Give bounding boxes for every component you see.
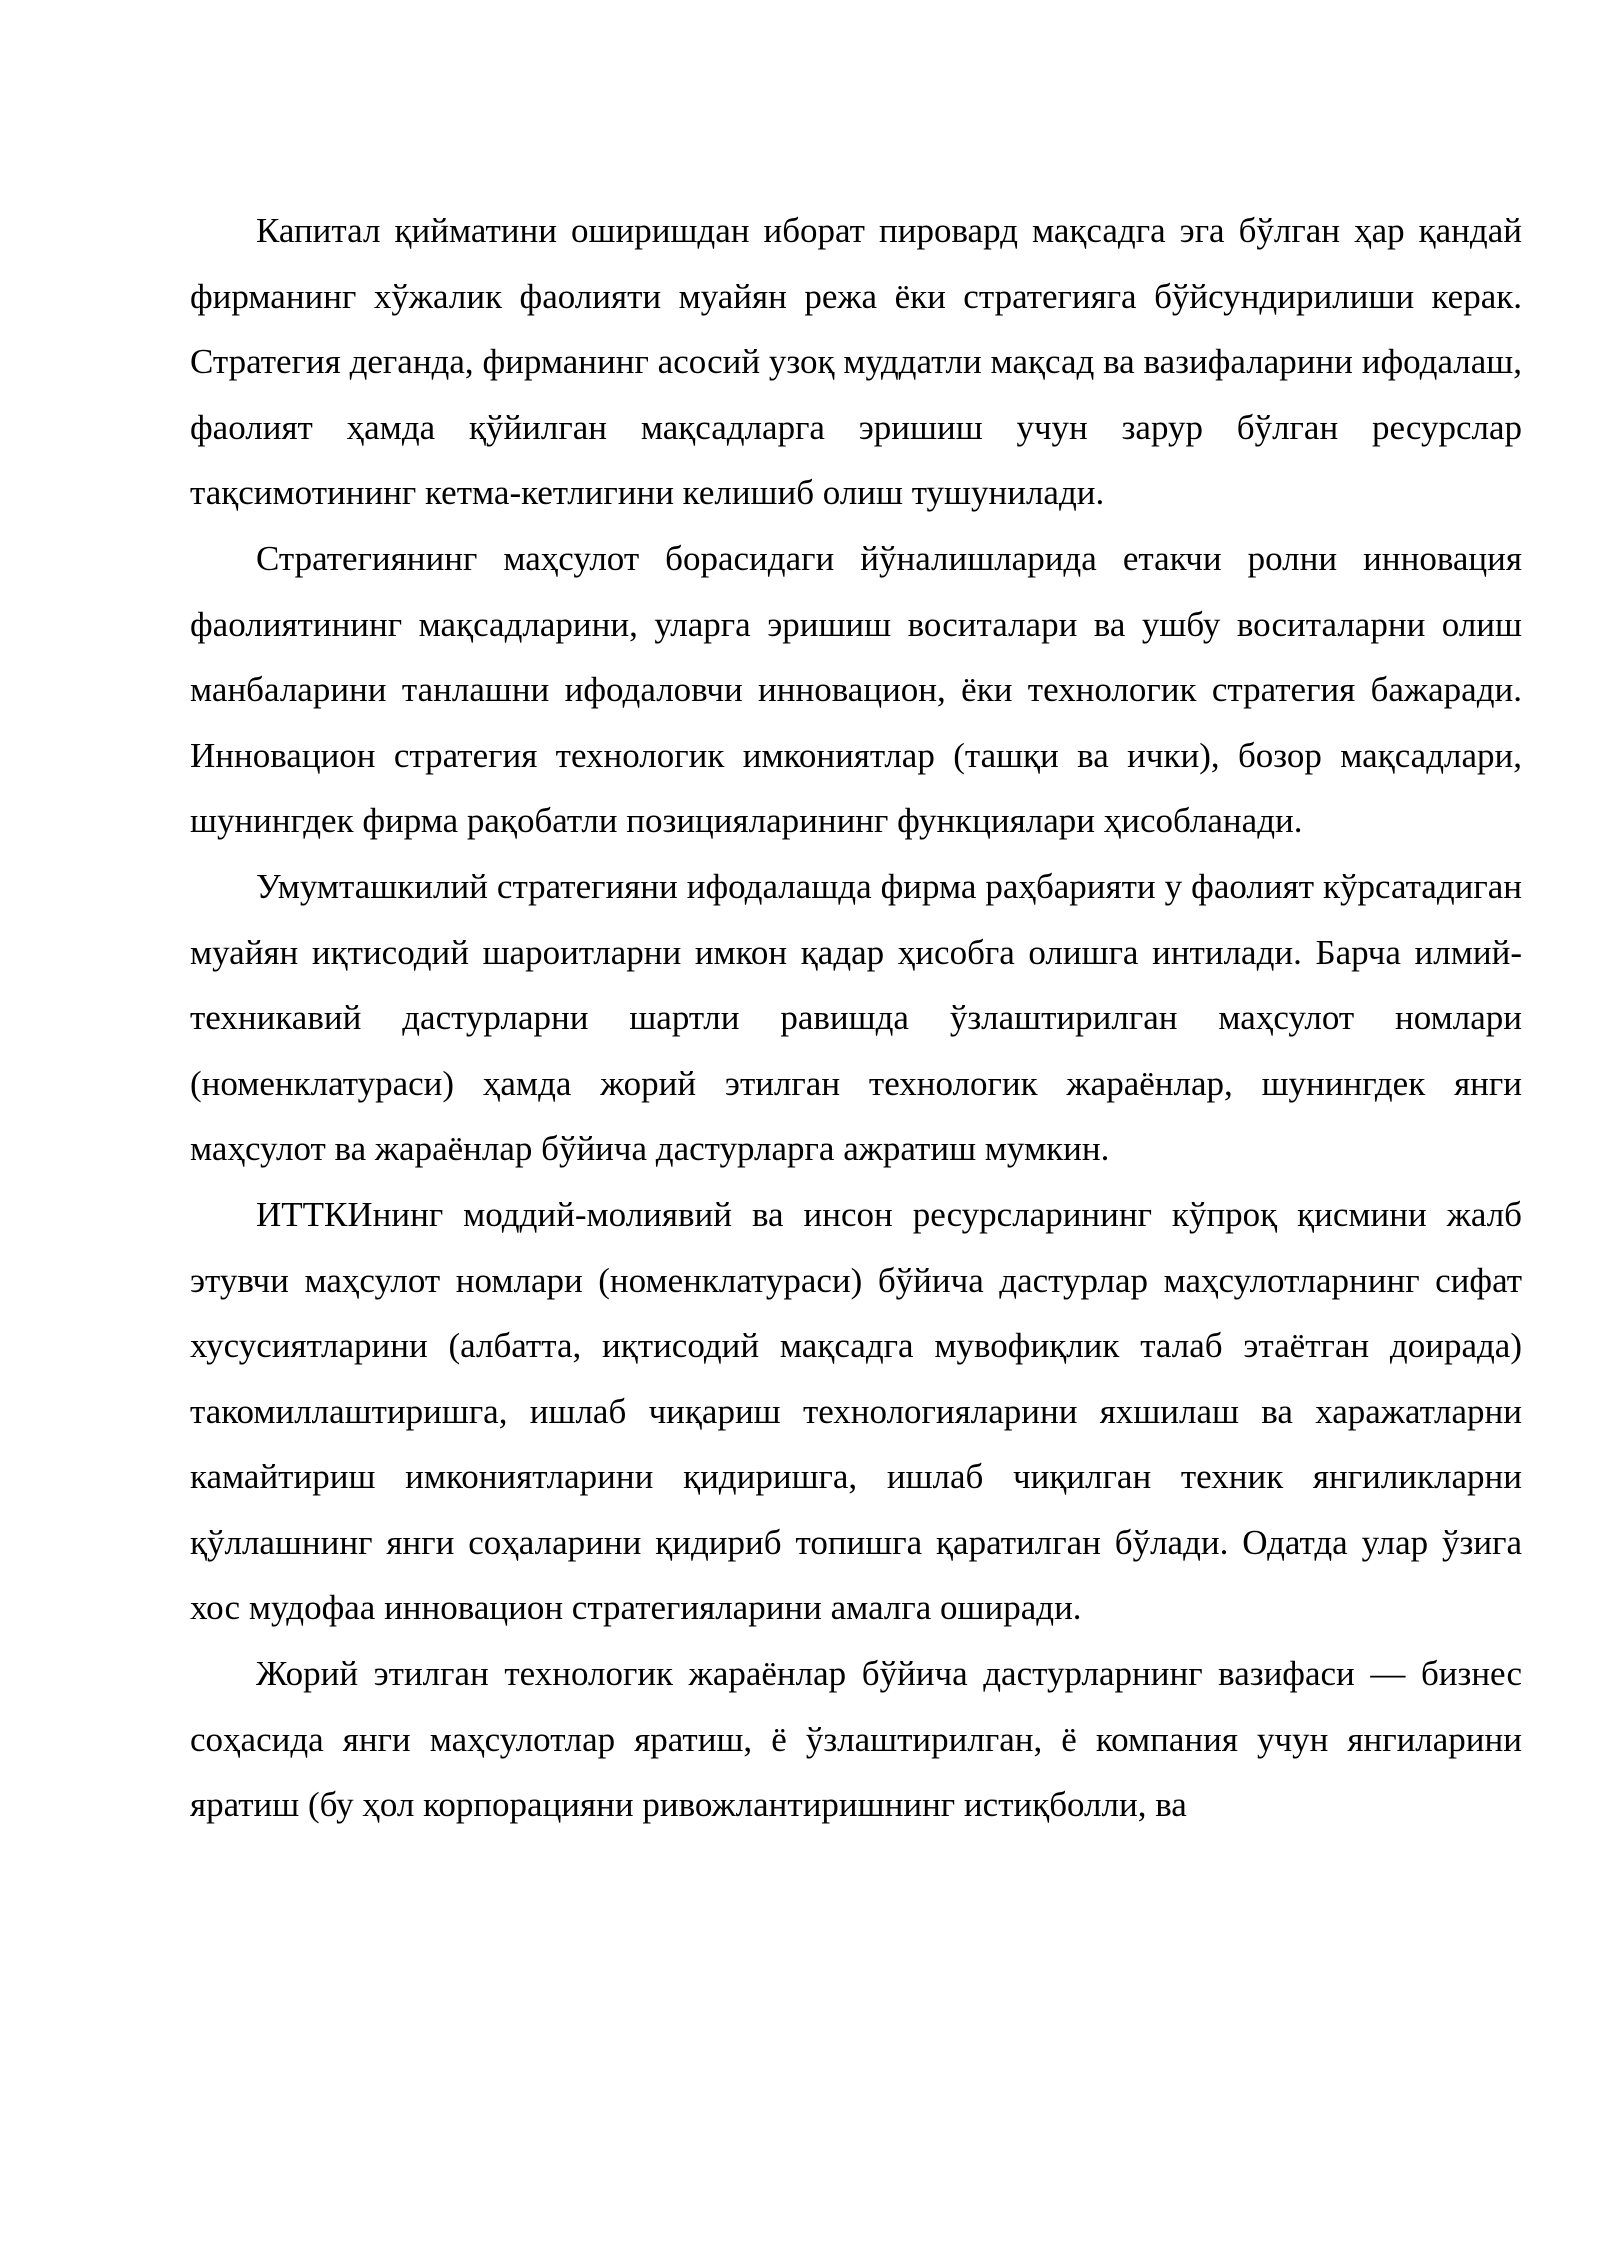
paragraph-3: Умумташкилий стратегияни ифодалашда фирма раҳбарияти у фаолият кўрсатадиган муайян иқтисодий шароитларни имкон қадар ҳисобга олишга интилади. Барча илмий-техникавий дастурларни шартли равишда ўзлаштирилган маҳсулот номлари (номенклатураси) ҳамда жорий этилган технологик жараёнлар, шунингдек янги маҳсулот ва жараёнлар бўйича дастурларга ажратиш мумкин. xyxy=(190,866,1522,1169)
paragraph-1: Капитал қийматини оширишдан иборат пировард мақсадга эга бўлган ҳар қандай фирманинг хўжалик фаолияти муайян режа ёки стратегияга бўйсундирилиши керак. Стратегия деганда, фирманинг асосий узоқ муддатли мақсад ва вазифаларини ифодалаш, фаолият ҳамда қўйилган мақсадларга эришиш учун зарур бўлган ресурслар тақсимотининг кетма-кетлигини келишиб олиш тушунилади. xyxy=(190,211,1522,513)
paragraph-5: Жорий этилган технологик жараёнлар бўйича дастурларнинг вазифаси — бизнес соҳасида янги маҳсулотлар яратиш, ё ўзлаштирилган, ё компания учун янгиларини яратиш (бу ҳол корпорацияни ривожлантиришнинг истиқболли, ва xyxy=(190,1654,1522,1825)
paragraph-4: ИТТКИнинг моддий-молиявий ва инсон ресурсларининг кўпроқ қисмини жалб этувчи маҳсулот номлари (номенклатураси) бўйича дастурлар маҳсулотларнинг сифат хусусиятларини (албатта, иқтисодий мақсадга мувофиқлик талаб этаётган доирада) такомиллаштиришга, ишлаб чиқариш технологияларини яхшилаш ва харажатларни камайтириш имкониятларини қидиришга, ишлаб чиқилган техник янгиликларни қўллашнинг янги соҳаларини қидириб топишга қаратилган бўлади. Одатда улар ўзига хос мудофаа инновацион стратегияларини амалга оширади. xyxy=(190,1194,1522,1628)
paragraph-2: Стратегиянинг маҳсулот борасидаги йўналишларида етакчи ролни инновация фаолиятининг мақсадларини, уларга эришиш воситалари ва ушбу воситаларни олиш манбаларини танлашни ифодаловчи инновацион, ёки технологик стратегия бажаради. Инновацион стратегия технологик имкониятлар (ташқи ва ички), бозор мақсадлари, шунингдек фирма рақобатли позицияларининг функциялари ҳисобланади. xyxy=(190,538,1522,841)
document-body xyxy=(190,198,1522,1838)
